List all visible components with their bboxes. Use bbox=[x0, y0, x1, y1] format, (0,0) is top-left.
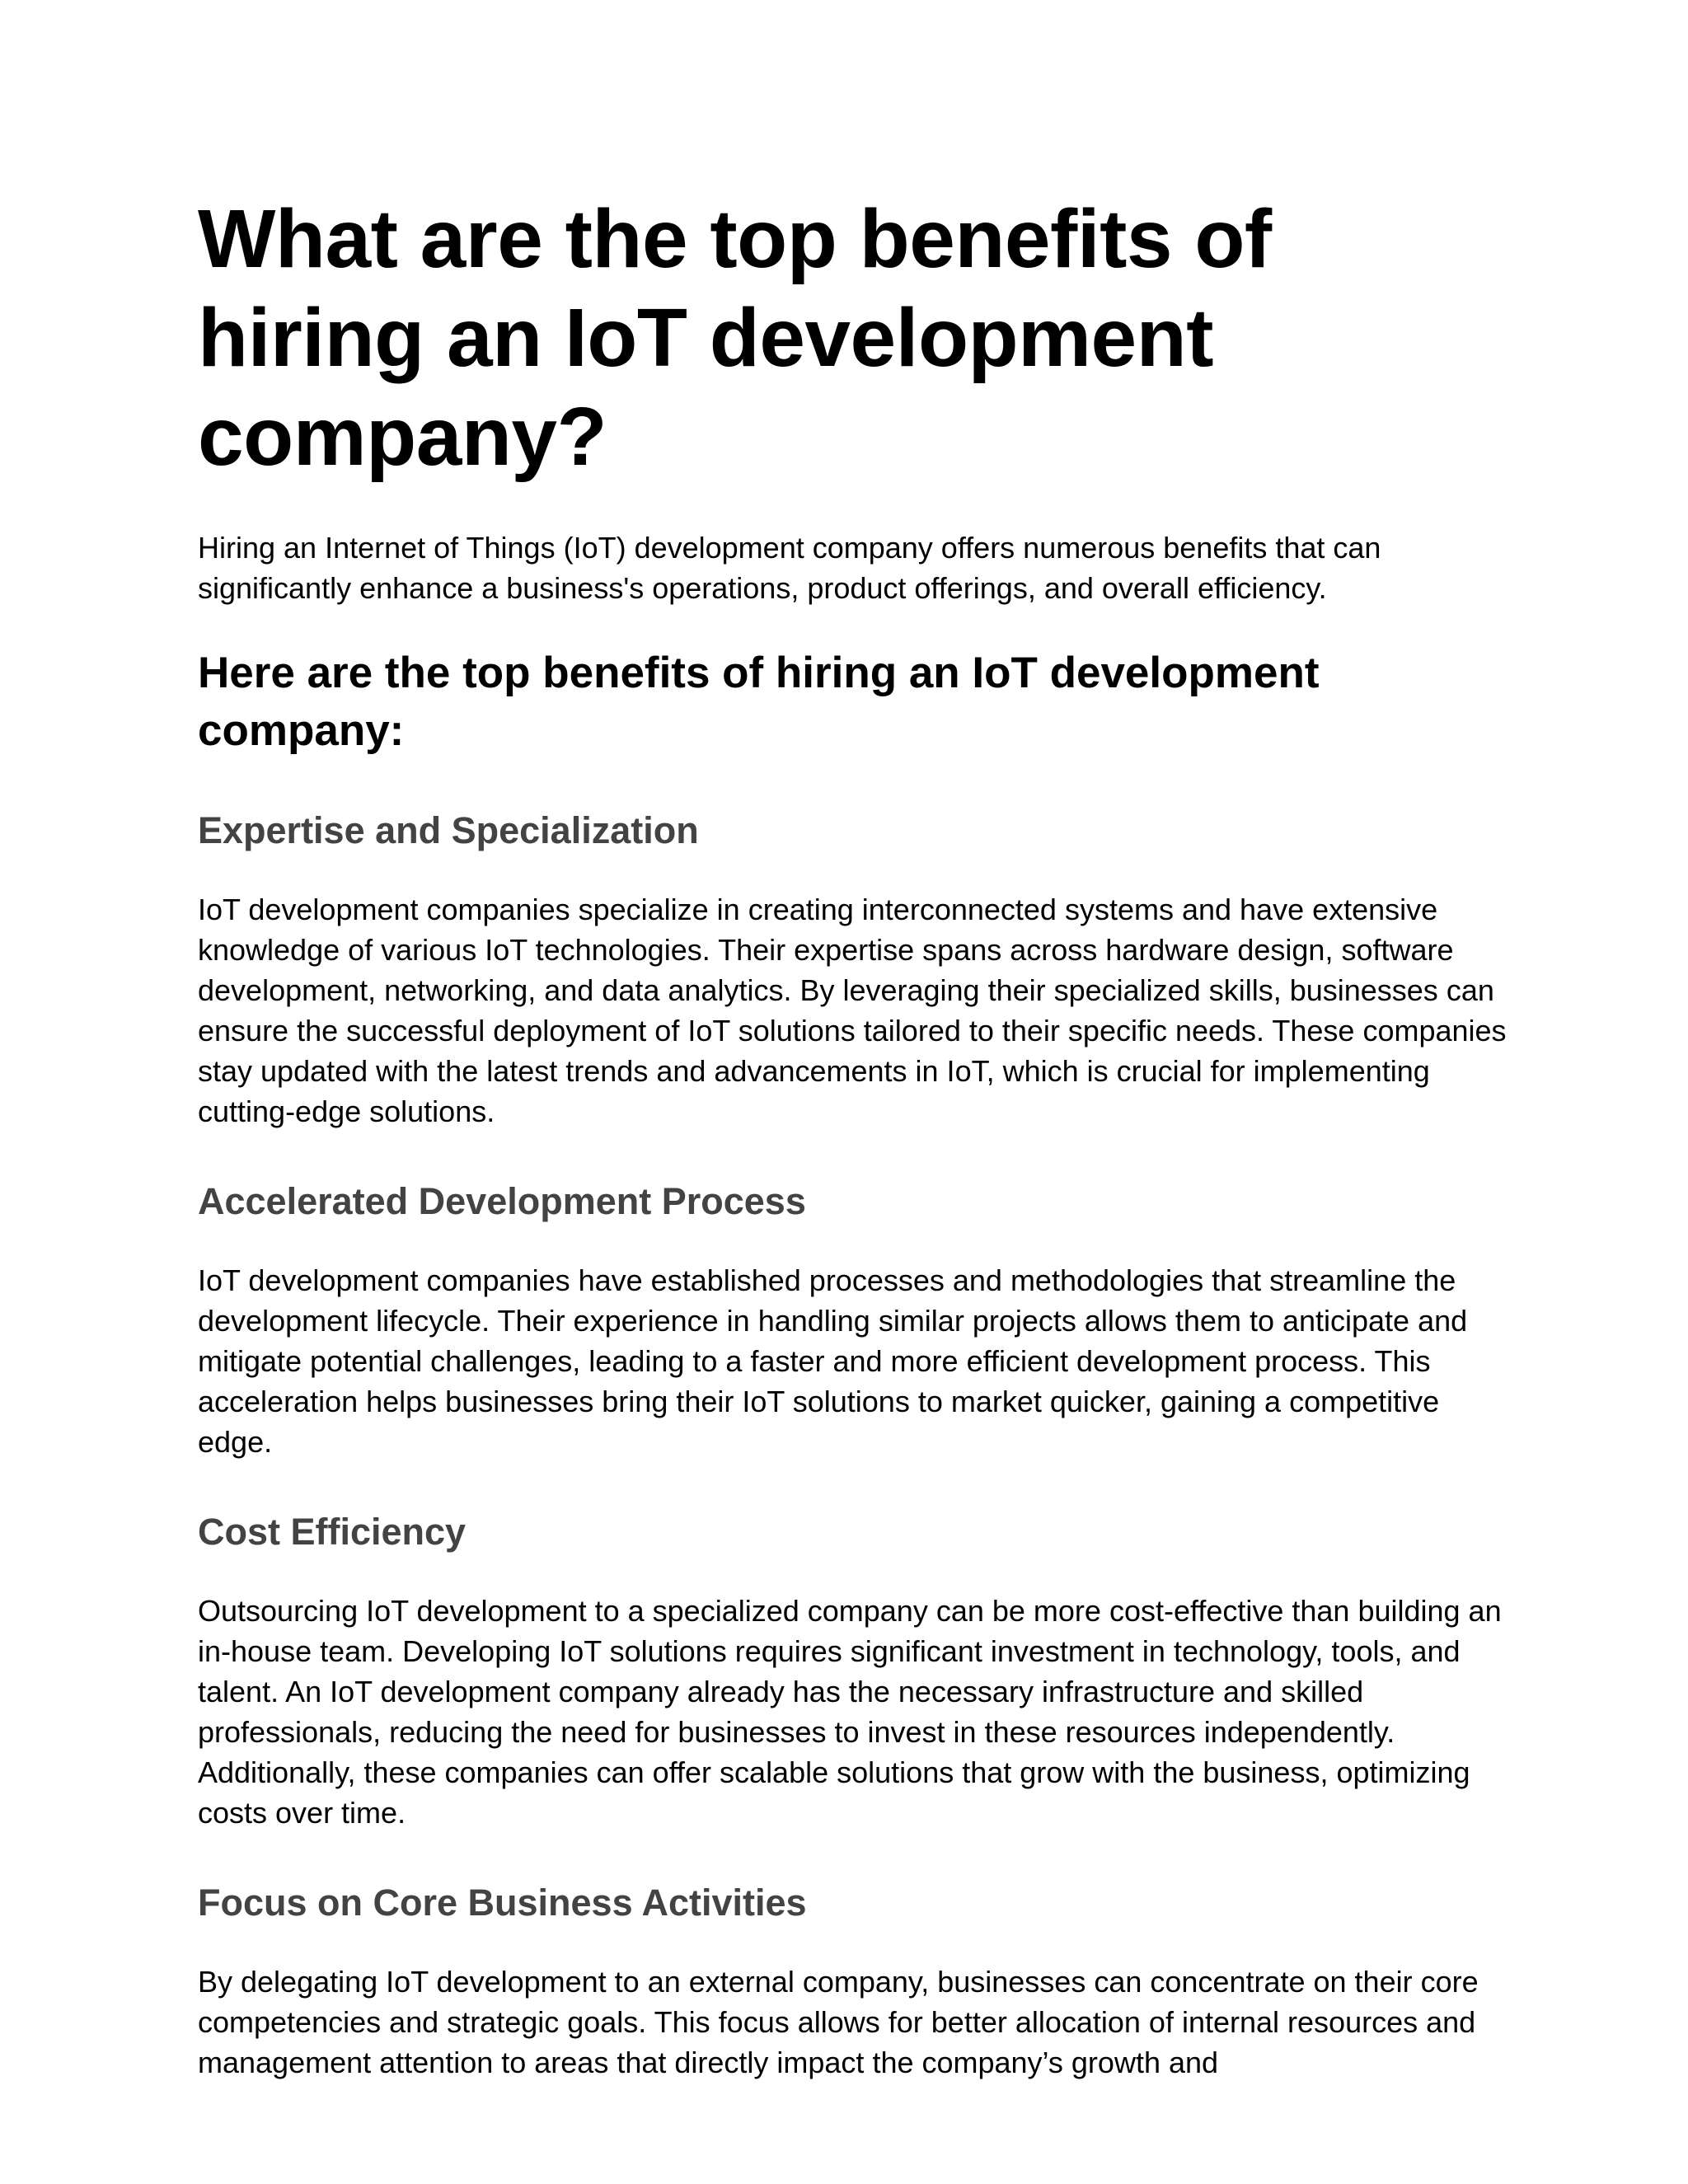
benefit-heading-accelerated-development: Accelerated Development Process bbox=[198, 1180, 806, 1222]
benefit-text-core-business-focus: By delegating IoT development to an external company, businesses can concentrate on their core competencies and strategic goals. This focus allows for better allocation of internal resources and management attention to areas that directly impact the company’s growth and bbox=[198, 1965, 1479, 2079]
benefit-text-expertise: IoT development companies specialize in creating interconnected systems and have extensive knowledge of various IoT technologies. Their expertise spans across hardware design, software development, networking, and data analytics. By leveraging their specialized skills, businesses can ensure the successful deployment of IoT solutions tailored to their specific needs. These companies stay updated with the latest trends and advancements in IoT, which is crucial for implementing cutting-edge solutions. bbox=[198, 893, 1507, 1128]
benefit-heading-cost-efficiency: Cost Efficiency bbox=[198, 1511, 467, 1553]
document-page bbox=[198, 190, 1517, 2083]
benefit-text-cost-efficiency: Outsourcing IoT development to a specialized company can be more cost-effective than building an in-house team. Developing IoT solutions requires significant investment in technology, tools, and talent. An IoT development company already has the necessary infrastructure and skilled professionals, reducing the need for businesses to invest in these resources independently. Additionally, these companies can offer scalable solutions that grow with the business, optimizing costs over time. bbox=[198, 1594, 1502, 1830]
page-title: What are the top benefits of hiring an IoT development company? bbox=[198, 193, 1272, 483]
benefit-heading-expertise: Expertise and Specialization bbox=[198, 809, 699, 851]
section-heading: Here are the top benefits of hiring an IoT development company: bbox=[198, 649, 1320, 755]
intro-paragraph: Hiring an Internet of Things (IoT) development company offers numerous benefits that can significantly enhance a business's operations, product offerings, and overall efficiency. bbox=[198, 531, 1381, 605]
benefit-text-accelerated-development: IoT development companies have established processes and methodologies that streamline the development lifecycle. Their experience in handling similar projects allows them to anticipate and mitigate potential challenges, leading to a faster and more efficient development process. This acceleration helps businesses bring their IoT solutions to market quicker, gaining a competitive edge. bbox=[198, 1263, 1468, 1459]
benefit-heading-core-business-focus: Focus on Core Business Activities bbox=[198, 1882, 807, 1924]
